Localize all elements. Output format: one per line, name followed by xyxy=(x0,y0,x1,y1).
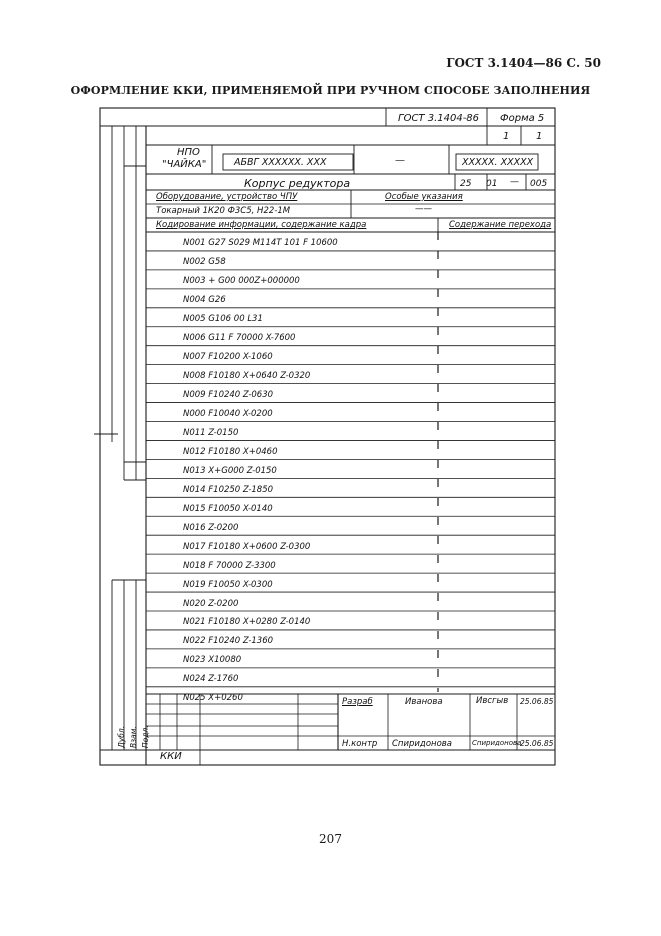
program-line: N006 G11 F 70000 X-7600 xyxy=(183,333,296,344)
part-name: Корпус редуктора xyxy=(244,177,351,190)
side-label-podl: Подл. xyxy=(141,725,150,748)
coding-label: Кодирование информации, содержание кадра xyxy=(156,220,367,230)
program-line: N019 F10050 X-0300 xyxy=(183,579,273,590)
program-line: N014 F10250 Z-1850 xyxy=(183,484,274,495)
program-line: N005 G106 00 L31 xyxy=(183,314,263,325)
code-field-d: 005 xyxy=(530,179,548,189)
sheet-number: 1 xyxy=(536,131,543,142)
form-label: Форма 5 xyxy=(500,113,545,124)
check-name: Спиридонова xyxy=(392,739,452,749)
check-label: Н.контр xyxy=(342,739,378,749)
code-field-c: — xyxy=(510,177,519,187)
side-label-dubl: Дубл. xyxy=(117,725,126,748)
program-line: N004 G26 xyxy=(183,295,226,306)
part-designation: XXXXX. XXXXX xyxy=(462,157,534,168)
program-line: N000 F10040 X-0200 xyxy=(183,409,273,419)
program-line: N007 F10200 X-1060 xyxy=(183,352,273,363)
page-number: 207 xyxy=(319,832,342,846)
org-name-line2: "ЧАЙКА" xyxy=(162,159,207,170)
program-line: N015 F10050 X-0140 xyxy=(183,503,273,514)
program-line: N011 Z-0150 xyxy=(183,427,239,438)
program-line: N018 F 70000 Z-3300 xyxy=(183,560,276,571)
page-title: ОФОРМЛЕНИЕ ККИ, ПРИМЕНЯЕМОЙ ПРИ РУЧНОМ СПОСОБЕ ЗАПОЛНЕНИЯ xyxy=(70,84,591,97)
program-line: N020 Z-0200 xyxy=(183,598,239,609)
program-line: N016 Z-0200 xyxy=(183,522,239,533)
developed-date: 25.06.85 xyxy=(520,697,554,706)
special-instructions-label: Особые указания xyxy=(385,192,463,202)
program-line: N001 G27 S029 M114T 101 F 10600 xyxy=(183,238,338,249)
standard-number: ГОСТ 3.1404-86 xyxy=(398,113,480,124)
program-line: N021 F10180 X+0280 Z-0140 xyxy=(183,617,311,628)
program-line: N009 F10240 Z-0630 xyxy=(183,390,274,401)
program-line: N024 Z-1760 xyxy=(183,674,239,685)
program-line: N008 F10180 X+0640 Z-0320 xyxy=(183,371,311,382)
transition-label: Содержание перехода xyxy=(449,220,552,230)
equipment-value: Токарный 1К20 Ф3С5, Н22-1М xyxy=(156,206,291,216)
program-line: N022 F10240 Z-1360 xyxy=(183,636,274,647)
developed-name: Иванова xyxy=(405,697,443,707)
program-line: N012 F10180 X+0460 xyxy=(183,446,278,457)
program-line: N017 F10180 X+0600 Z-0300 xyxy=(183,541,311,552)
program-line: N023 X10080 xyxy=(183,655,242,666)
doc-type-label: ККИ xyxy=(160,751,182,762)
developed-label: Разраб xyxy=(342,697,373,707)
developed-signature: Ивсгыв xyxy=(476,696,509,706)
check-date: 25.06.85 xyxy=(520,739,554,748)
side-label-vzam: Взам. xyxy=(129,726,138,748)
equipment-label: Оборудование, устройство ЧПУ xyxy=(156,192,298,202)
org-name-line1: НПО xyxy=(177,147,200,158)
program-line: N002 G58 xyxy=(183,257,226,268)
doc-designation: АБВГ XXXXXX. XXX xyxy=(234,157,327,168)
gost-header: ГОСТ 3.1404—86 С. 50 xyxy=(446,56,601,70)
code-field-b: 01 xyxy=(486,179,498,189)
check-signature: Спиридонова xyxy=(472,739,522,747)
doc-dash: — xyxy=(395,155,405,166)
program-line: N025 X+0260 xyxy=(183,693,243,704)
program-line: N003 + G00 000Z+000000 xyxy=(183,276,300,287)
sheets-total: 1 xyxy=(503,131,510,142)
program-line: N013 X+G000 Z-0150 xyxy=(183,465,277,476)
code-field-a: 25 xyxy=(460,179,472,189)
special-instructions-value: —— xyxy=(415,204,432,214)
